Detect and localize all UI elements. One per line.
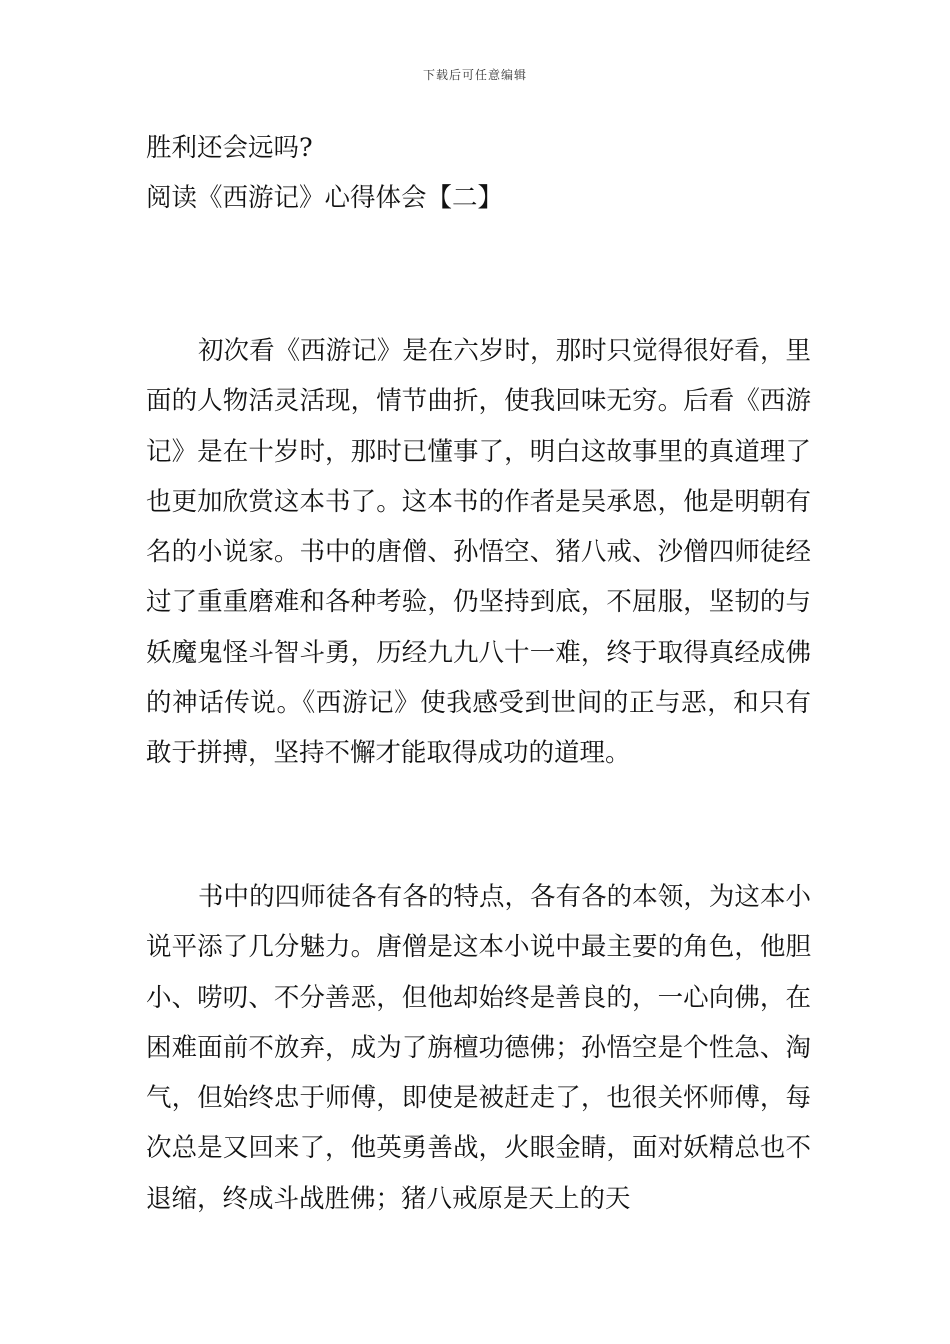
body-paragraph-2: 书中的四师徒各有各的特点，各有各的本领，为这本小说平添了几分魅力。唐僧是这本小说中最主要的角色，他胆小、唠叨、不分善恶，但他却始终是善良的，一心向佛，在困难面前不放弃，成为了旃檀功德佛；孙悟空是个性急、淘气，但始终忠于师傅，即使是被赶走了，也很关怀师傅，每次总是又回来了，他英勇善战，火眼金睛，面对妖精总也不退缩，终成斗战胜佛；猪八戒原是天上的天: [146, 882, 811, 1214]
body-paragraph-1: 初次看《西游记》是在六岁时，那时只觉得很好看，里面的人物活灵活现，情节曲折，使我回味无穷。后看《西游记》是在十岁时，那时已懂事了，明白这故事里的真道理了也更加欣赏这本书了。这本书的作者是吴承恩，他是明朝有名的小说家。书中的唐僧、孙悟空、猪八戒、沙僧四师徒经过了重重磨难和各种考验，仍坚持到底，不屈服，坚韧的与妖魔鬼怪斗智斗勇，历经九九八十一难，终于取得真经成佛的神话传说。《西游记》使我感受到世间的正与恶，和只有敢于拼搏，坚持不懈才能取得成功的道理。: [146, 336, 811, 769]
closing-sentence: 胜利还会远吗?: [146, 133, 313, 163]
page-header-note: 下载后可任意编辑: [422, 68, 527, 82]
section-title: 阅读《西游记》心得体会【二】: [146, 183, 504, 213]
